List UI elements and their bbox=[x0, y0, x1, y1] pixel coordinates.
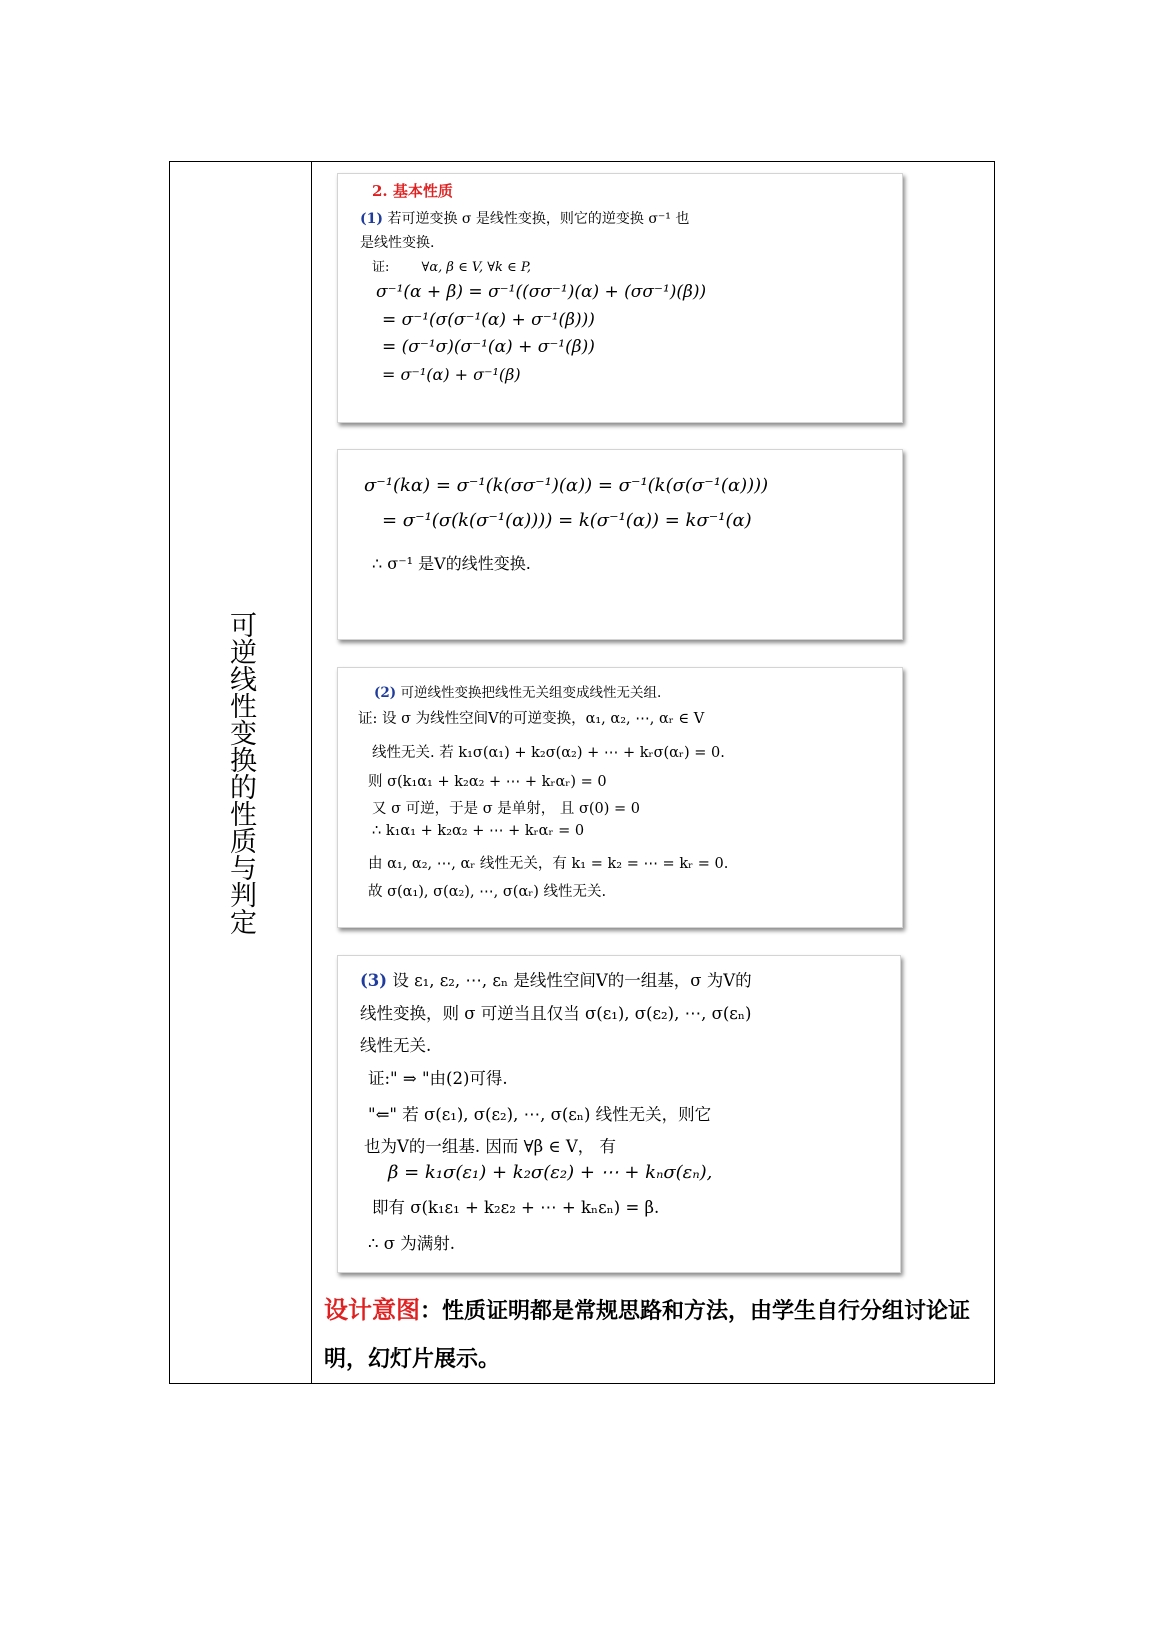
equation-2: = σ⁻¹(σ(σ⁻¹(α) + σ⁻¹(β))) bbox=[382, 310, 595, 330]
slide-independence bbox=[337, 667, 903, 928]
property-text: 可逆线性变换把线性无关组变成线性无关组. bbox=[400, 685, 662, 701]
equation-4: = σ⁻¹(α) + σ⁻¹(β) bbox=[382, 365, 521, 384]
property-2 bbox=[374, 681, 661, 701]
property-text: 若可逆变换 σ 是线性变换，则它的逆变换 σ⁻¹ 也 bbox=[387, 211, 690, 227]
equation-3: = (σ⁻¹σ)(σ⁻¹(α) + σ⁻¹(β)) bbox=[382, 337, 595, 357]
proof-line-6: 由 α₁, α₂, ⋯, αᵣ 线性无关，有 k₁ = k₂ = ⋯ = kᵣ = 0. bbox=[368, 856, 729, 872]
property-number: (1) bbox=[360, 211, 383, 227]
slide-criterion bbox=[337, 955, 901, 1273]
proof-line-4: 又 σ 可逆，于是 σ 是单射， 且 σ(0) = 0 bbox=[372, 801, 640, 817]
proof-quantifier: ∀α, β ∈ V, ∀k ∈ P, bbox=[421, 260, 532, 275]
property-1 bbox=[360, 208, 689, 228]
column-divider bbox=[311, 162, 312, 1383]
proof-line-2: 线性无关. 若 k₁σ(α₁) + k₂σ(α₂) + ⋯ + kᵣσ(αᵣ) = 0. bbox=[372, 745, 725, 761]
equation-1: σ⁻¹(kα) = σ⁻¹(k(σσ⁻¹)(α)) = σ⁻¹(k(σ(σ⁻¹(α)))) bbox=[364, 475, 769, 496]
proof-line-4: β = k₁σ(ε₁) + k₂σ(ε₂) + ⋯ + kₙσ(εₙ), bbox=[388, 1162, 713, 1183]
row-label-cell bbox=[170, 162, 311, 1383]
design-intent-text: ：性质证明都是常规思路和方法，由学生自行分组讨论证明，幻灯片展示。 bbox=[324, 1299, 971, 1372]
design-intent bbox=[324, 1286, 984, 1384]
criterion-line-2: 线性变换，则 σ 可逆当且仅当 σ(ε₁), σ(ε₂), ⋯, σ(εₙ) bbox=[360, 1004, 752, 1023]
proof-line-1: 证: 设 σ 为线性空间V的可逆变换，α₁, α₂, ⋯, αᵣ ∈ V bbox=[358, 711, 705, 727]
slide-title: 2. 基本性质 bbox=[372, 182, 453, 200]
conclusion: ∴ σ⁻¹ 是V的线性变换. bbox=[372, 554, 531, 573]
equation-2: = σ⁻¹(σ(k(σ⁻¹(α)))) = k(σ⁻¹(α)) = kσ⁻¹(α) bbox=[382, 510, 752, 531]
proof-line-3: 则 σ(k₁α₁ + k₂α₂ + ⋯ + kᵣαᵣ) = 0 bbox=[368, 774, 607, 790]
slide-scalar-proof bbox=[337, 449, 903, 640]
proof-line-7: 故 σ(α₁), σ(α₂), ⋯, σ(αᵣ) 线性无关. bbox=[368, 884, 607, 900]
criterion-line-1: 设 ε₁, ε₂, ⋯, εₙ 是线性空间V的一组基，σ 为V的 bbox=[392, 971, 752, 990]
proof-line-3: 也为V的一组基. 因而 ∀β ∈ V， 有 bbox=[364, 1137, 617, 1156]
proof-line-5: ∴ k₁α₁ + k₂α₂ + ⋯ + kᵣαᵣ = 0 bbox=[372, 823, 585, 839]
design-intent-label: 设计意图 bbox=[324, 1296, 420, 1324]
slide-basic-properties bbox=[337, 173, 903, 423]
proof-label: 证: bbox=[372, 260, 390, 275]
equation-1: σ⁻¹(α + β) = σ⁻¹((σσ⁻¹)(α) + (σσ⁻¹)(β)) bbox=[376, 282, 707, 302]
property-number: (2) bbox=[374, 685, 397, 701]
criterion-line-3: 线性无关. bbox=[360, 1036, 432, 1055]
row-label: 可逆线性变换的性质与判定 bbox=[225, 610, 256, 935]
proof-line-5: 即有 σ(k₁ε₁ + k₂ε₂ + ⋯ + kₙεₙ) = β. bbox=[372, 1198, 660, 1217]
property-3 bbox=[360, 967, 752, 991]
proof-line-1: 证:" ⇒ "由(2)可得. bbox=[368, 1069, 508, 1088]
proof-line-6: ∴ σ 为满射. bbox=[368, 1234, 455, 1253]
property-number: (3) bbox=[360, 971, 388, 990]
proof-line bbox=[372, 256, 531, 275]
proof-line-2: "⇐" 若 σ(ε₁), σ(ε₂), ⋯, σ(εₙ) 线性无关，则它 bbox=[368, 1105, 712, 1124]
property-text-cont: 是线性变换. bbox=[360, 235, 435, 251]
